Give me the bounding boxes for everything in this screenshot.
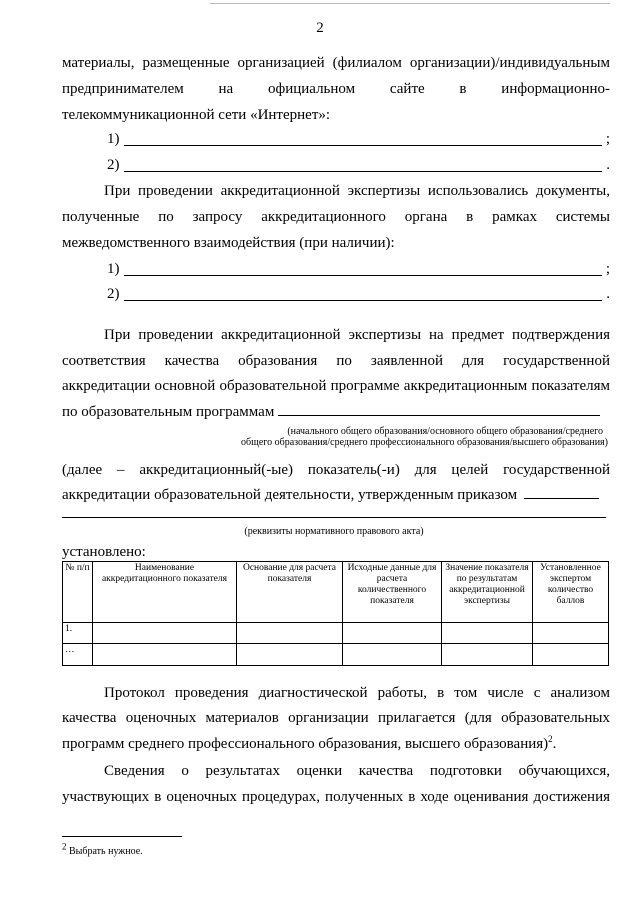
para4-line1: (далее – аккредитационный(-ые) показатель(-и) для целей государственной: [62, 462, 610, 478]
table-cell[interactable]: [343, 644, 442, 666]
table-cell[interactable]: …: [63, 644, 93, 666]
blank-line-2[interactable]: [107, 157, 610, 175]
para5-line3-text: программ среднего профессионального образования, высшего образования): [62, 736, 549, 752]
table-header-row: [63, 562, 609, 623]
indicators-table: [62, 561, 609, 666]
blank-end-mark: ;: [605, 261, 610, 277]
blank-end-mark: ;: [605, 131, 610, 147]
table-row: [63, 623, 609, 644]
para5-line3-end: .: [552, 736, 557, 752]
para5-line3: [62, 735, 556, 753]
table-header-cell: Исходные данные для расчета количественного показателя: [343, 562, 442, 623]
fill-rule: [124, 145, 602, 146]
blank-end-mark: .: [606, 157, 610, 173]
blank-line-4[interactable]: [107, 286, 610, 304]
hint-education-line1: (начального общего образования/основного общего образования/среднего: [287, 426, 603, 437]
blank-line-1[interactable]: [107, 131, 610, 149]
para3-line3: аккредитации основной образовательной программе аккредитационным показателям: [62, 378, 610, 394]
para2-line2: полученные по запросу аккредитационного органа в рамках системы: [62, 209, 610, 225]
fill-rule: [124, 300, 602, 301]
para2-line3: межведомственного взаимодействия (при наличии):: [62, 235, 395, 251]
table-cell[interactable]: [442, 623, 533, 644]
footnote-text: Выбрать нужное.: [66, 846, 143, 857]
hint-act: (реквизиты нормативного правового акта): [244, 526, 424, 537]
blank-line-3[interactable]: [107, 261, 610, 279]
table-cell[interactable]: 1.: [63, 623, 93, 644]
blank-end-mark: .: [606, 286, 610, 302]
order-fill-line[interactable]: [524, 498, 599, 499]
table-header-cell: Основание для расчета показателя: [237, 562, 343, 623]
program-fill-line[interactable]: [278, 415, 600, 416]
act-fill-line[interactable]: [62, 517, 606, 518]
para3-line2: соответствия качества образования по заявленной для государственной: [62, 353, 610, 369]
blank-number: 1): [107, 261, 120, 277]
table-header-cell: Наименование аккредитационного показателя: [93, 562, 237, 623]
fill-rule: [124, 275, 602, 276]
table-cell[interactable]: [442, 644, 533, 666]
table-cell[interactable]: [237, 644, 343, 666]
para3-line4: по образовательным программам: [62, 404, 275, 420]
table-cell[interactable]: [237, 623, 343, 644]
para5-line2: качества оценочных материалов организации прилагается (для образовательных: [62, 710, 610, 726]
blank-number: 2): [107, 157, 120, 173]
table-header-cell: Установленное экспертом количество баллов: [533, 562, 609, 623]
hint-education-line2: общего образования/среднего профессионального образования/высшего образования): [241, 437, 608, 448]
footnote-ref: 2: [548, 734, 553, 744]
para2-line1: При проведении аккредитационной экспертизы использовались документы,: [104, 183, 610, 199]
table-cell[interactable]: [343, 623, 442, 644]
fill-rule: [124, 171, 602, 172]
para1-line3: телекоммуникационной сети «Интернет»:: [62, 107, 331, 123]
para6-line1: Сведения о результатах оценки качества подготовки обучающихся,: [104, 763, 610, 779]
para4-line2: аккредитации образовательной деятельности, утвержденным приказом: [62, 487, 518, 503]
blank-number: 2): [107, 286, 120, 302]
table-cell[interactable]: [93, 623, 237, 644]
scan-top-line: [210, 3, 610, 4]
para1-line2: предпринимателем на официальном сайте в информационно-: [62, 81, 610, 97]
table-cell[interactable]: [533, 623, 609, 644]
para3-line1: При проведении аккредитационной экспертизы на предмет подтверждения: [104, 327, 610, 343]
established-label: установлено:: [62, 544, 146, 560]
page-number: 2: [316, 20, 324, 36]
table-header-cell: Значение показателя по результатам аккредитационной экспертизы: [442, 562, 533, 623]
table-cell[interactable]: [533, 644, 609, 666]
para6-line2: участвующих в оценочных процедурах, полученных в ходе оценивания достижения: [62, 789, 610, 805]
footnote-mark: 2: [62, 841, 67, 852]
footnote-separator: [62, 836, 182, 837]
footnote: [62, 841, 143, 857]
para5-line1: Протокол проведения диагностической работы, в том числе с анализом: [104, 685, 610, 701]
para1-line1: материалы, размещенные организацией (филиалом организации)/индивидуальным: [62, 55, 610, 71]
table-row: [63, 644, 609, 666]
table-header-cell: № п/п: [63, 562, 93, 623]
table-cell[interactable]: [93, 644, 237, 666]
blank-number: 1): [107, 131, 120, 147]
